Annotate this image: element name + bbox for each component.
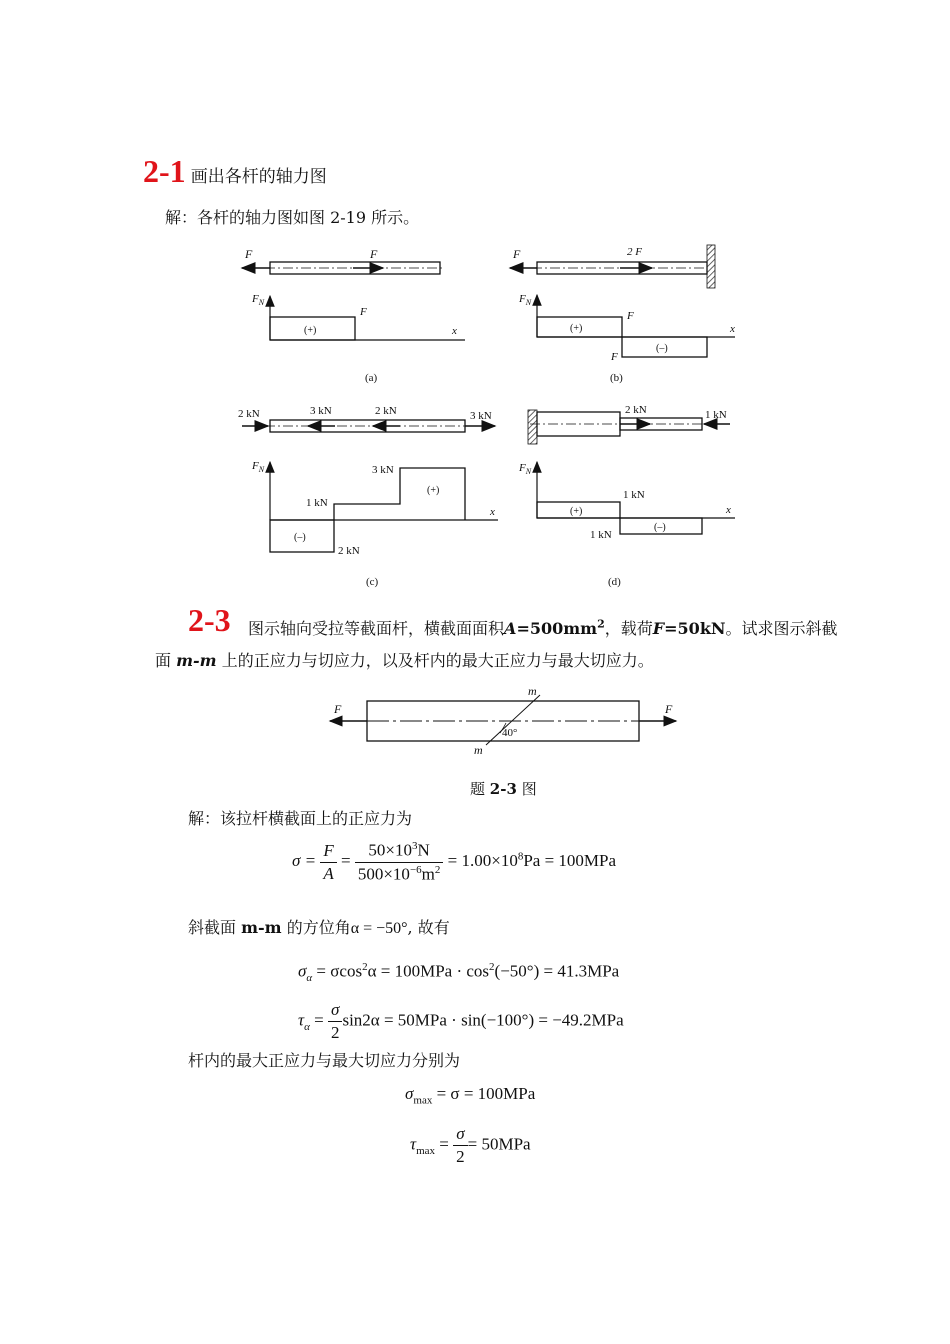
label-c-v1: 1 kN — [306, 497, 328, 509]
problem-number: 2-1 — [143, 153, 186, 189]
label-d-FN: F — [519, 462, 526, 474]
solution-2-3-angle: 斜截面 m-m 的方位角α = −50°, 故有 — [188, 918, 450, 937]
label-b-minus: (–) — [656, 343, 668, 354]
label-d-1: 2 kN — [625, 404, 647, 416]
equation-sigma-alpha: $\sigma_\alpha = \sigma\cos^2\alpha = 100MPa \cdot \cos^2(-50^\circ) = 41.3MPa$ — [298, 961, 620, 985]
solution-2-3-max: 杆内的最大正应力与最大切应力分别为 — [188, 1051, 461, 1070]
label-c-3: 2 kN — [375, 405, 397, 417]
equation-tau-alpha: $\tau_\alpha$ = $\frac{\sigma}{2}$ sin2α = 50MPa · sin(−100°) = −49.2MPa — [298, 1000, 624, 1042]
svg-text:FN: $F_N$ — [252, 460, 265, 474]
label-c-v2: 2 kN — [338, 545, 360, 557]
diagram-b-bar — [510, 245, 715, 288]
label-a-x: x — [452, 325, 457, 337]
diagram-c-bar — [238, 405, 495, 432]
caption-b: (b) — [610, 372, 623, 384]
inclined-section-figure — [328, 683, 680, 761]
svg-text:FN: $F_N$ — [519, 293, 532, 307]
label-a-FN: F — [252, 293, 259, 305]
fig-m-top: m — [528, 684, 537, 698]
diagram-c-fn — [251, 460, 498, 557]
label-c-plus: (+) — [427, 485, 440, 496]
label-a-plus: (+) — [304, 325, 317, 336]
caption-c: (c) — [366, 576, 379, 588]
label-b-2F: 2 F — [627, 246, 642, 258]
problem-2-3-statement-line1: 图示轴向受拉等截面杆，横截面面积$A=500mm^2$，载荷F=50kN。试求图示斜截 — [248, 617, 838, 638]
label-c-1: 2 kN — [238, 408, 260, 420]
caption-a: (a) — [365, 372, 378, 384]
label-c-FN: F — [252, 460, 259, 472]
equation-normal-stress: σ = $\frac{F}{A}$ = $\frac{50\times 10^3N}{500\times 10^{-6}m^2}$ = $1.00\times 10^8Pa = 100MPa$ — [292, 840, 617, 884]
problem-title: 画出各杆的轴力图 — [190, 167, 327, 187]
label-c-2: 3 kN — [310, 405, 332, 417]
solution-text: 解：各杆的轴力图如图 2-19 所示。 — [165, 208, 420, 227]
figure-caption: 题 2-3 图 — [470, 780, 537, 798]
label-d-plus: (+) — [570, 506, 583, 517]
label-b-F-bot: F — [611, 351, 618, 363]
label-c-v3: 3 kN — [372, 464, 394, 476]
label-c-4: 3 kN — [470, 410, 492, 422]
solution-2-3-intro: 解：该拉杆横截面上的正应力为 — [188, 809, 413, 828]
label-b-plus: (+) — [570, 323, 583, 334]
label-d-2: 1 kN — [705, 409, 727, 421]
svg-text:FN: $F_N$ — [519, 462, 532, 476]
label-a-F-mid: F — [370, 247, 378, 261]
equation-sigma-max: $\sigma_{max} = \sigma = 100MPa$ — [405, 1084, 536, 1107]
diagram-d-fn — [518, 462, 735, 541]
label-d-x: x — [726, 504, 731, 516]
label-b-F-top: F — [627, 310, 634, 322]
label-d-v2: 1 kN — [590, 529, 612, 541]
label-d-minus: (–) — [654, 522, 666, 533]
label-b-FN: F — [519, 293, 526, 305]
label-b-x: x — [730, 323, 735, 335]
diagram-d-bar — [528, 404, 730, 444]
diagram-b-fn — [518, 293, 735, 363]
label-d-v1: 1 kN — [623, 489, 645, 501]
label-a-F-left: F — [245, 247, 253, 261]
fig-F-left: F — [334, 702, 342, 716]
problem-2-1-heading — [143, 153, 327, 190]
axial-force-figure — [230, 240, 760, 595]
caption-d: (d) — [608, 576, 621, 588]
diagram-a-fn — [251, 293, 465, 340]
fig-F-right: F — [665, 702, 673, 716]
label-b-F-left: F — [513, 247, 521, 261]
problem-2-3-number: 2-3 — [188, 602, 231, 638]
fig-angle: 40° — [502, 727, 518, 739]
diagram-a-bar — [242, 247, 445, 274]
label-a-F-val: F — [360, 306, 367, 318]
equation-tau-max: $\tau_{max}$ = $\frac{\sigma}{2}$ = 50MPa — [410, 1124, 531, 1166]
fig-m-bot: m — [474, 743, 483, 757]
label-c-x: x — [490, 506, 495, 518]
svg-text:FN: $F_N$ — [252, 293, 265, 307]
label-c-minus: (–) — [294, 532, 306, 543]
problem-2-3-statement-line2: 面 m-m 上的正应力与切应力，以及杆内的最大正应力与最大切应力。 — [155, 651, 654, 670]
